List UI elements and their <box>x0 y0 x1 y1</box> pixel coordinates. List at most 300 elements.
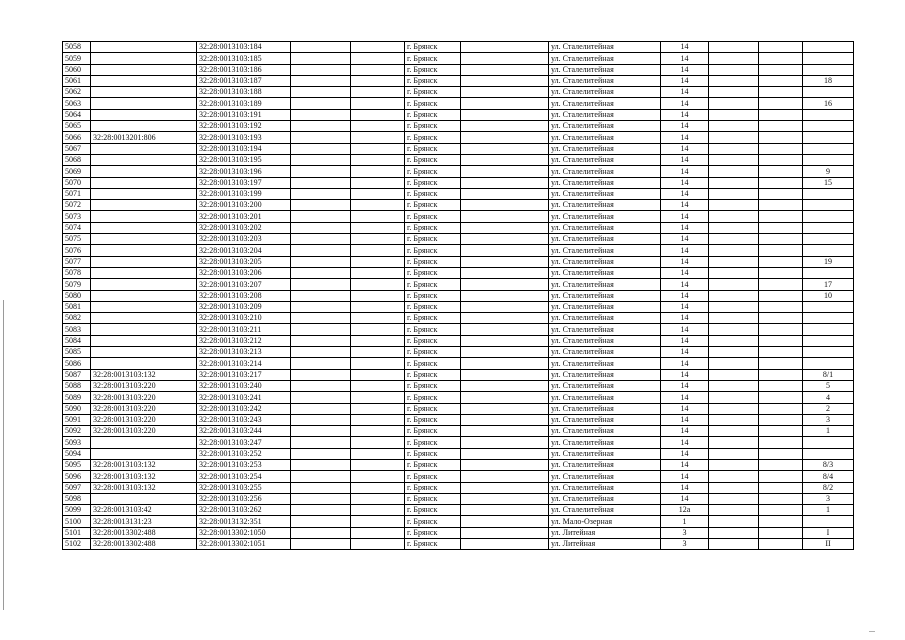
cell-house-number: 3 <box>661 539 709 550</box>
cell-empty <box>759 539 803 550</box>
table-row <box>63 132 854 143</box>
table-row <box>63 75 854 86</box>
cell-street: ул. Сталелитейная <box>549 143 661 154</box>
cell-street: ул. Сталелитейная <box>549 222 661 233</box>
cell-empty <box>759 234 803 245</box>
cell-record-number: 5060 <box>63 64 91 75</box>
cell-empty <box>759 516 803 527</box>
cell-city: г. Брянск <box>405 188 461 199</box>
table-row <box>63 493 854 504</box>
cell-empty <box>461 64 549 75</box>
cell-empty <box>759 177 803 188</box>
cell-parent-cadastral-number <box>91 493 197 504</box>
cell-house-number: 14 <box>661 98 709 109</box>
cell-record-number: 5095 <box>63 459 91 470</box>
cell-house-number: 14 <box>661 132 709 143</box>
cell-empty <box>461 414 549 425</box>
cell-cadastral-number: 32:28:0013103:243 <box>197 414 291 425</box>
cell-record-number: 5089 <box>63 392 91 403</box>
cell-parent-cadastral-number <box>91 109 197 120</box>
cell-empty <box>709 369 759 380</box>
cell-empty <box>759 414 803 425</box>
cell-record-number: 5058 <box>63 42 91 53</box>
cell-empty <box>291 42 351 53</box>
cell-empty <box>759 245 803 256</box>
cell-empty <box>709 426 759 437</box>
cell-empty <box>461 358 549 369</box>
cell-house-number: 12а <box>661 505 709 516</box>
cell-record-number: 5077 <box>63 256 91 267</box>
cell-house-number: 14 <box>661 234 709 245</box>
cell-city: г. Брянск <box>405 459 461 470</box>
cell-empty <box>709 482 759 493</box>
table-row <box>63 369 854 380</box>
cell-empty <box>709 234 759 245</box>
cell-cadastral-number: 32:28:0013103:252 <box>197 448 291 459</box>
cell-premises-number: 9 <box>803 166 854 177</box>
cell-record-number: 5088 <box>63 380 91 391</box>
table-row <box>63 188 854 199</box>
table-row <box>63 64 854 75</box>
cell-empty <box>461 121 549 132</box>
cell-city: г. Брянск <box>405 290 461 301</box>
cell-empty <box>291 166 351 177</box>
cell-empty <box>709 347 759 358</box>
cell-city: г. Брянск <box>405 493 461 504</box>
cell-empty <box>759 121 803 132</box>
cell-empty <box>461 505 549 516</box>
cell-record-number: 5073 <box>63 211 91 222</box>
cell-parent-cadastral-number <box>91 121 197 132</box>
cell-empty <box>759 459 803 470</box>
cell-empty <box>291 335 351 346</box>
cell-empty <box>759 505 803 516</box>
cell-house-number: 14 <box>661 222 709 233</box>
scan-edge-line <box>3 300 4 610</box>
cell-empty <box>351 222 405 233</box>
table-row <box>63 347 854 358</box>
cell-city: г. Брянск <box>405 75 461 86</box>
cell-empty <box>351 448 405 459</box>
cell-empty <box>709 87 759 98</box>
cell-empty <box>291 358 351 369</box>
cell-cadastral-number: 32:28:0013103:253 <box>197 459 291 470</box>
cell-empty <box>709 290 759 301</box>
cell-empty <box>351 53 405 64</box>
cell-premises-number <box>803 154 854 165</box>
cell-premises-number <box>803 516 854 527</box>
cell-record-number: 5097 <box>63 482 91 493</box>
cell-street: ул. Сталелитейная <box>549 313 661 324</box>
cell-empty <box>291 121 351 132</box>
cell-parent-cadastral-number <box>91 290 197 301</box>
cell-city: г. Брянск <box>405 87 461 98</box>
cell-street: ул. Сталелитейная <box>549 426 661 437</box>
cell-premises-number: 8/4 <box>803 471 854 482</box>
cell-empty <box>461 471 549 482</box>
cell-empty <box>759 109 803 120</box>
cell-premises-number <box>803 437 854 448</box>
cell-empty <box>461 211 549 222</box>
cell-empty <box>709 211 759 222</box>
table-row <box>63 414 854 425</box>
cell-empty <box>461 222 549 233</box>
cell-cadastral-number: 32:28:0013103:202 <box>197 222 291 233</box>
cell-empty <box>709 335 759 346</box>
cell-record-number: 5091 <box>63 414 91 425</box>
cell-empty <box>291 64 351 75</box>
cell-empty <box>709 154 759 165</box>
cell-empty <box>351 154 405 165</box>
table-row <box>63 471 854 482</box>
cell-empty <box>291 279 351 290</box>
cell-house-number: 14 <box>661 42 709 53</box>
cell-house-number: 14 <box>661 245 709 256</box>
cell-empty <box>461 166 549 177</box>
cell-empty <box>759 437 803 448</box>
cell-house-number: 14 <box>661 459 709 470</box>
cell-empty <box>291 132 351 143</box>
cell-record-number: 5059 <box>63 53 91 64</box>
cell-city: г. Брянск <box>405 313 461 324</box>
cell-street: ул. Сталелитейная <box>549 267 661 278</box>
cell-empty <box>461 245 549 256</box>
cell-house-number: 3 <box>661 527 709 538</box>
cell-parent-cadastral-number: 32:28:0013302:488 <box>91 539 197 550</box>
cell-empty <box>759 132 803 143</box>
cell-premises-number <box>803 188 854 199</box>
cell-city: г. Брянск <box>405 267 461 278</box>
cell-record-number: 5086 <box>63 358 91 369</box>
cell-premises-number <box>803 121 854 132</box>
cell-empty <box>759 267 803 278</box>
cell-empty <box>709 358 759 369</box>
cell-premises-number <box>803 347 854 358</box>
cell-empty <box>291 426 351 437</box>
cell-empty <box>759 482 803 493</box>
table-row <box>63 335 854 346</box>
table-row <box>63 98 854 109</box>
cell-empty <box>759 403 803 414</box>
cell-premises-number <box>803 132 854 143</box>
cell-premises-number <box>803 301 854 312</box>
cell-premises-number: 2 <box>803 403 854 414</box>
cell-city: г. Брянск <box>405 448 461 459</box>
cell-premises-number: 8/1 <box>803 369 854 380</box>
cell-cadastral-number: 32:28:0013103:207 <box>197 279 291 290</box>
cell-street: ул. Сталелитейная <box>549 256 661 267</box>
cell-record-number: 5098 <box>63 493 91 504</box>
cell-street: ул. Сталелитейная <box>549 279 661 290</box>
cell-street: ул. Сталелитейная <box>549 471 661 482</box>
cell-empty <box>291 177 351 188</box>
cell-parent-cadastral-number <box>91 324 197 335</box>
cell-empty <box>759 380 803 391</box>
cell-record-number: 5074 <box>63 222 91 233</box>
cell-empty <box>291 414 351 425</box>
cell-city: г. Брянск <box>405 403 461 414</box>
cell-parent-cadastral-number <box>91 188 197 199</box>
scan-speck <box>869 631 875 632</box>
cell-empty <box>461 98 549 109</box>
cell-house-number: 14 <box>661 211 709 222</box>
cell-empty <box>759 143 803 154</box>
cell-empty <box>291 211 351 222</box>
table-row <box>63 200 854 211</box>
cell-parent-cadastral-number: 32:28:0013201:806 <box>91 132 197 143</box>
cell-parent-cadastral-number <box>91 347 197 358</box>
cell-empty <box>759 211 803 222</box>
cell-street: ул. Сталелитейная <box>549 166 661 177</box>
table-body <box>63 42 854 550</box>
cell-empty <box>709 505 759 516</box>
cell-cadastral-number: 32:28:0013103:209 <box>197 301 291 312</box>
cell-cadastral-number: 32:28:0013103:199 <box>197 188 291 199</box>
cell-premises-number: 17 <box>803 279 854 290</box>
cell-empty <box>709 267 759 278</box>
cell-empty <box>461 301 549 312</box>
cell-record-number: 5062 <box>63 87 91 98</box>
cell-parent-cadastral-number <box>91 200 197 211</box>
cell-empty <box>759 369 803 380</box>
cell-empty <box>351 256 405 267</box>
cell-premises-number <box>803 211 854 222</box>
cell-premises-number <box>803 42 854 53</box>
cell-parent-cadastral-number <box>91 448 197 459</box>
cell-parent-cadastral-number <box>91 222 197 233</box>
cell-empty <box>709 121 759 132</box>
cell-premises-number <box>803 324 854 335</box>
cell-city: г. Брянск <box>405 64 461 75</box>
table-row <box>63 313 854 324</box>
cell-street: ул. Сталелитейная <box>549 369 661 380</box>
table-row <box>63 380 854 391</box>
cell-cadastral-number: 32:28:0013103:201 <box>197 211 291 222</box>
cell-parent-cadastral-number: 32:28:0013103:132 <box>91 459 197 470</box>
cell-house-number: 14 <box>661 154 709 165</box>
cell-premises-number: 5 <box>803 380 854 391</box>
cell-cadastral-number: 32:28:0013103:200 <box>197 200 291 211</box>
cell-house-number: 14 <box>661 313 709 324</box>
table-row <box>63 437 854 448</box>
cell-empty <box>759 256 803 267</box>
cell-house-number: 14 <box>661 380 709 391</box>
cell-city: г. Брянск <box>405 437 461 448</box>
cell-city: г. Брянск <box>405 211 461 222</box>
cell-empty <box>461 132 549 143</box>
cell-empty <box>291 505 351 516</box>
cell-empty <box>291 482 351 493</box>
cell-parent-cadastral-number <box>91 211 197 222</box>
cell-parent-cadastral-number: 32:28:0013131:23 <box>91 516 197 527</box>
cell-cadastral-number: 32:28:0013103:242 <box>197 403 291 414</box>
cell-empty <box>351 482 405 493</box>
cell-empty <box>291 75 351 86</box>
table-row <box>63 166 854 177</box>
table-row <box>63 234 854 245</box>
cell-empty <box>351 87 405 98</box>
cell-empty <box>759 279 803 290</box>
cell-street: ул. Сталелитейная <box>549 188 661 199</box>
cell-record-number: 5072 <box>63 200 91 211</box>
cell-record-number: 5090 <box>63 403 91 414</box>
cell-cadastral-number: 32:28:0013103:210 <box>197 313 291 324</box>
cell-street: ул. Сталелитейная <box>549 200 661 211</box>
cell-empty <box>351 279 405 290</box>
cell-empty <box>709 53 759 64</box>
cell-city: г. Брянск <box>405 109 461 120</box>
cell-empty <box>351 505 405 516</box>
cell-city: г. Брянск <box>405 234 461 245</box>
cell-city: г. Брянск <box>405 121 461 132</box>
table-row <box>63 267 854 278</box>
cell-street: ул. Сталелитейная <box>549 380 661 391</box>
cell-parent-cadastral-number <box>91 154 197 165</box>
cell-empty <box>351 347 405 358</box>
cell-house-number: 14 <box>661 301 709 312</box>
cell-street: ул. Сталелитейная <box>549 414 661 425</box>
cell-empty <box>351 380 405 391</box>
cell-empty <box>351 166 405 177</box>
cell-empty <box>291 290 351 301</box>
cell-parent-cadastral-number <box>91 256 197 267</box>
cell-house-number: 14 <box>661 347 709 358</box>
cell-empty <box>709 301 759 312</box>
cell-empty <box>461 527 549 538</box>
cell-empty <box>461 109 549 120</box>
cell-premises-number: 15 <box>803 177 854 188</box>
cell-empty <box>709 471 759 482</box>
cell-premises-number: 3 <box>803 493 854 504</box>
cell-city: г. Брянск <box>405 392 461 403</box>
cell-parent-cadastral-number <box>91 313 197 324</box>
cell-empty <box>709 64 759 75</box>
cell-street: ул. Сталелитейная <box>549 64 661 75</box>
cell-street: ул. Сталелитейная <box>549 403 661 414</box>
cell-parent-cadastral-number <box>91 245 197 256</box>
cell-city: г. Брянск <box>405 132 461 143</box>
cell-street: ул. Сталелитейная <box>549 211 661 222</box>
cell-record-number: 5084 <box>63 335 91 346</box>
cell-premises-number: 3 <box>803 414 854 425</box>
cell-cadastral-number: 32:28:0013103:186 <box>197 64 291 75</box>
cell-empty <box>351 234 405 245</box>
cell-empty <box>351 42 405 53</box>
cell-cadastral-number: 32:28:0013103:213 <box>197 347 291 358</box>
cell-house-number: 14 <box>661 279 709 290</box>
cell-city: г. Брянск <box>405 482 461 493</box>
cell-empty <box>351 132 405 143</box>
cell-record-number: 5101 <box>63 527 91 538</box>
cell-empty <box>709 459 759 470</box>
cell-house-number: 14 <box>661 143 709 154</box>
cell-empty <box>291 98 351 109</box>
table-row <box>63 87 854 98</box>
cell-parent-cadastral-number <box>91 42 197 53</box>
cell-city: г. Брянск <box>405 279 461 290</box>
cell-record-number: 5069 <box>63 166 91 177</box>
cell-empty <box>351 392 405 403</box>
cell-empty <box>759 448 803 459</box>
cell-parent-cadastral-number: 32:28:0013103:220 <box>91 380 197 391</box>
cell-city: г. Брянск <box>405 426 461 437</box>
cell-empty <box>759 154 803 165</box>
cell-cadastral-number: 32:28:0013103:214 <box>197 358 291 369</box>
table-row <box>63 177 854 188</box>
cell-empty <box>461 256 549 267</box>
cell-empty <box>709 75 759 86</box>
cell-empty <box>461 437 549 448</box>
cell-empty <box>461 516 549 527</box>
cell-premises-number: I <box>803 527 854 538</box>
cell-cadastral-number: 32:28:0013103:203 <box>197 234 291 245</box>
cell-empty <box>461 403 549 414</box>
cell-city: г. Брянск <box>405 527 461 538</box>
cell-cadastral-number: 32:28:0013103:204 <box>197 245 291 256</box>
cell-parent-cadastral-number <box>91 234 197 245</box>
cell-house-number: 14 <box>661 256 709 267</box>
cell-empty <box>291 87 351 98</box>
cell-city: г. Брянск <box>405 505 461 516</box>
cell-empty <box>291 527 351 538</box>
table-row <box>63 539 854 550</box>
cell-city: г. Брянск <box>405 380 461 391</box>
cell-empty <box>709 414 759 425</box>
cell-street: ул. Сталелитейная <box>549 358 661 369</box>
cell-empty <box>759 42 803 53</box>
cell-house-number: 14 <box>661 369 709 380</box>
cell-city: г. Брянск <box>405 53 461 64</box>
cell-empty <box>759 290 803 301</box>
cell-empty <box>759 222 803 233</box>
cell-empty <box>351 267 405 278</box>
cell-premises-number: 19 <box>803 256 854 267</box>
cell-empty <box>759 87 803 98</box>
cell-empty <box>291 222 351 233</box>
table-row <box>63 505 854 516</box>
cell-parent-cadastral-number <box>91 75 197 86</box>
cell-record-number: 5078 <box>63 267 91 278</box>
cell-empty <box>461 335 549 346</box>
cell-cadastral-number: 32:28:0013103:217 <box>197 369 291 380</box>
cell-city: г. Брянск <box>405 347 461 358</box>
cell-cadastral-number: 32:28:0013103:254 <box>197 471 291 482</box>
cell-empty <box>351 290 405 301</box>
cell-city: г. Брянск <box>405 324 461 335</box>
cell-cadastral-number: 32:28:0013103:255 <box>197 482 291 493</box>
cell-house-number: 1 <box>661 516 709 527</box>
cell-empty <box>291 493 351 504</box>
cell-house-number: 14 <box>661 64 709 75</box>
cell-cadastral-number: 32:28:0013103:244 <box>197 426 291 437</box>
cell-house-number: 14 <box>661 290 709 301</box>
cell-parent-cadastral-number: 32:28:0013103:220 <box>91 403 197 414</box>
cell-empty <box>351 64 405 75</box>
cell-street: ул. Сталелитейная <box>549 98 661 109</box>
cell-empty <box>291 437 351 448</box>
cell-empty <box>709 539 759 550</box>
cell-parent-cadastral-number: 32:28:0013103:220 <box>91 392 197 403</box>
cell-cadastral-number: 32:28:0013103:256 <box>197 493 291 504</box>
cell-empty <box>291 267 351 278</box>
cell-premises-number: 1 <box>803 426 854 437</box>
cell-empty <box>759 64 803 75</box>
cell-empty <box>461 267 549 278</box>
cell-empty <box>709 403 759 414</box>
cell-empty <box>351 301 405 312</box>
cell-empty <box>351 516 405 527</box>
cell-empty <box>709 380 759 391</box>
